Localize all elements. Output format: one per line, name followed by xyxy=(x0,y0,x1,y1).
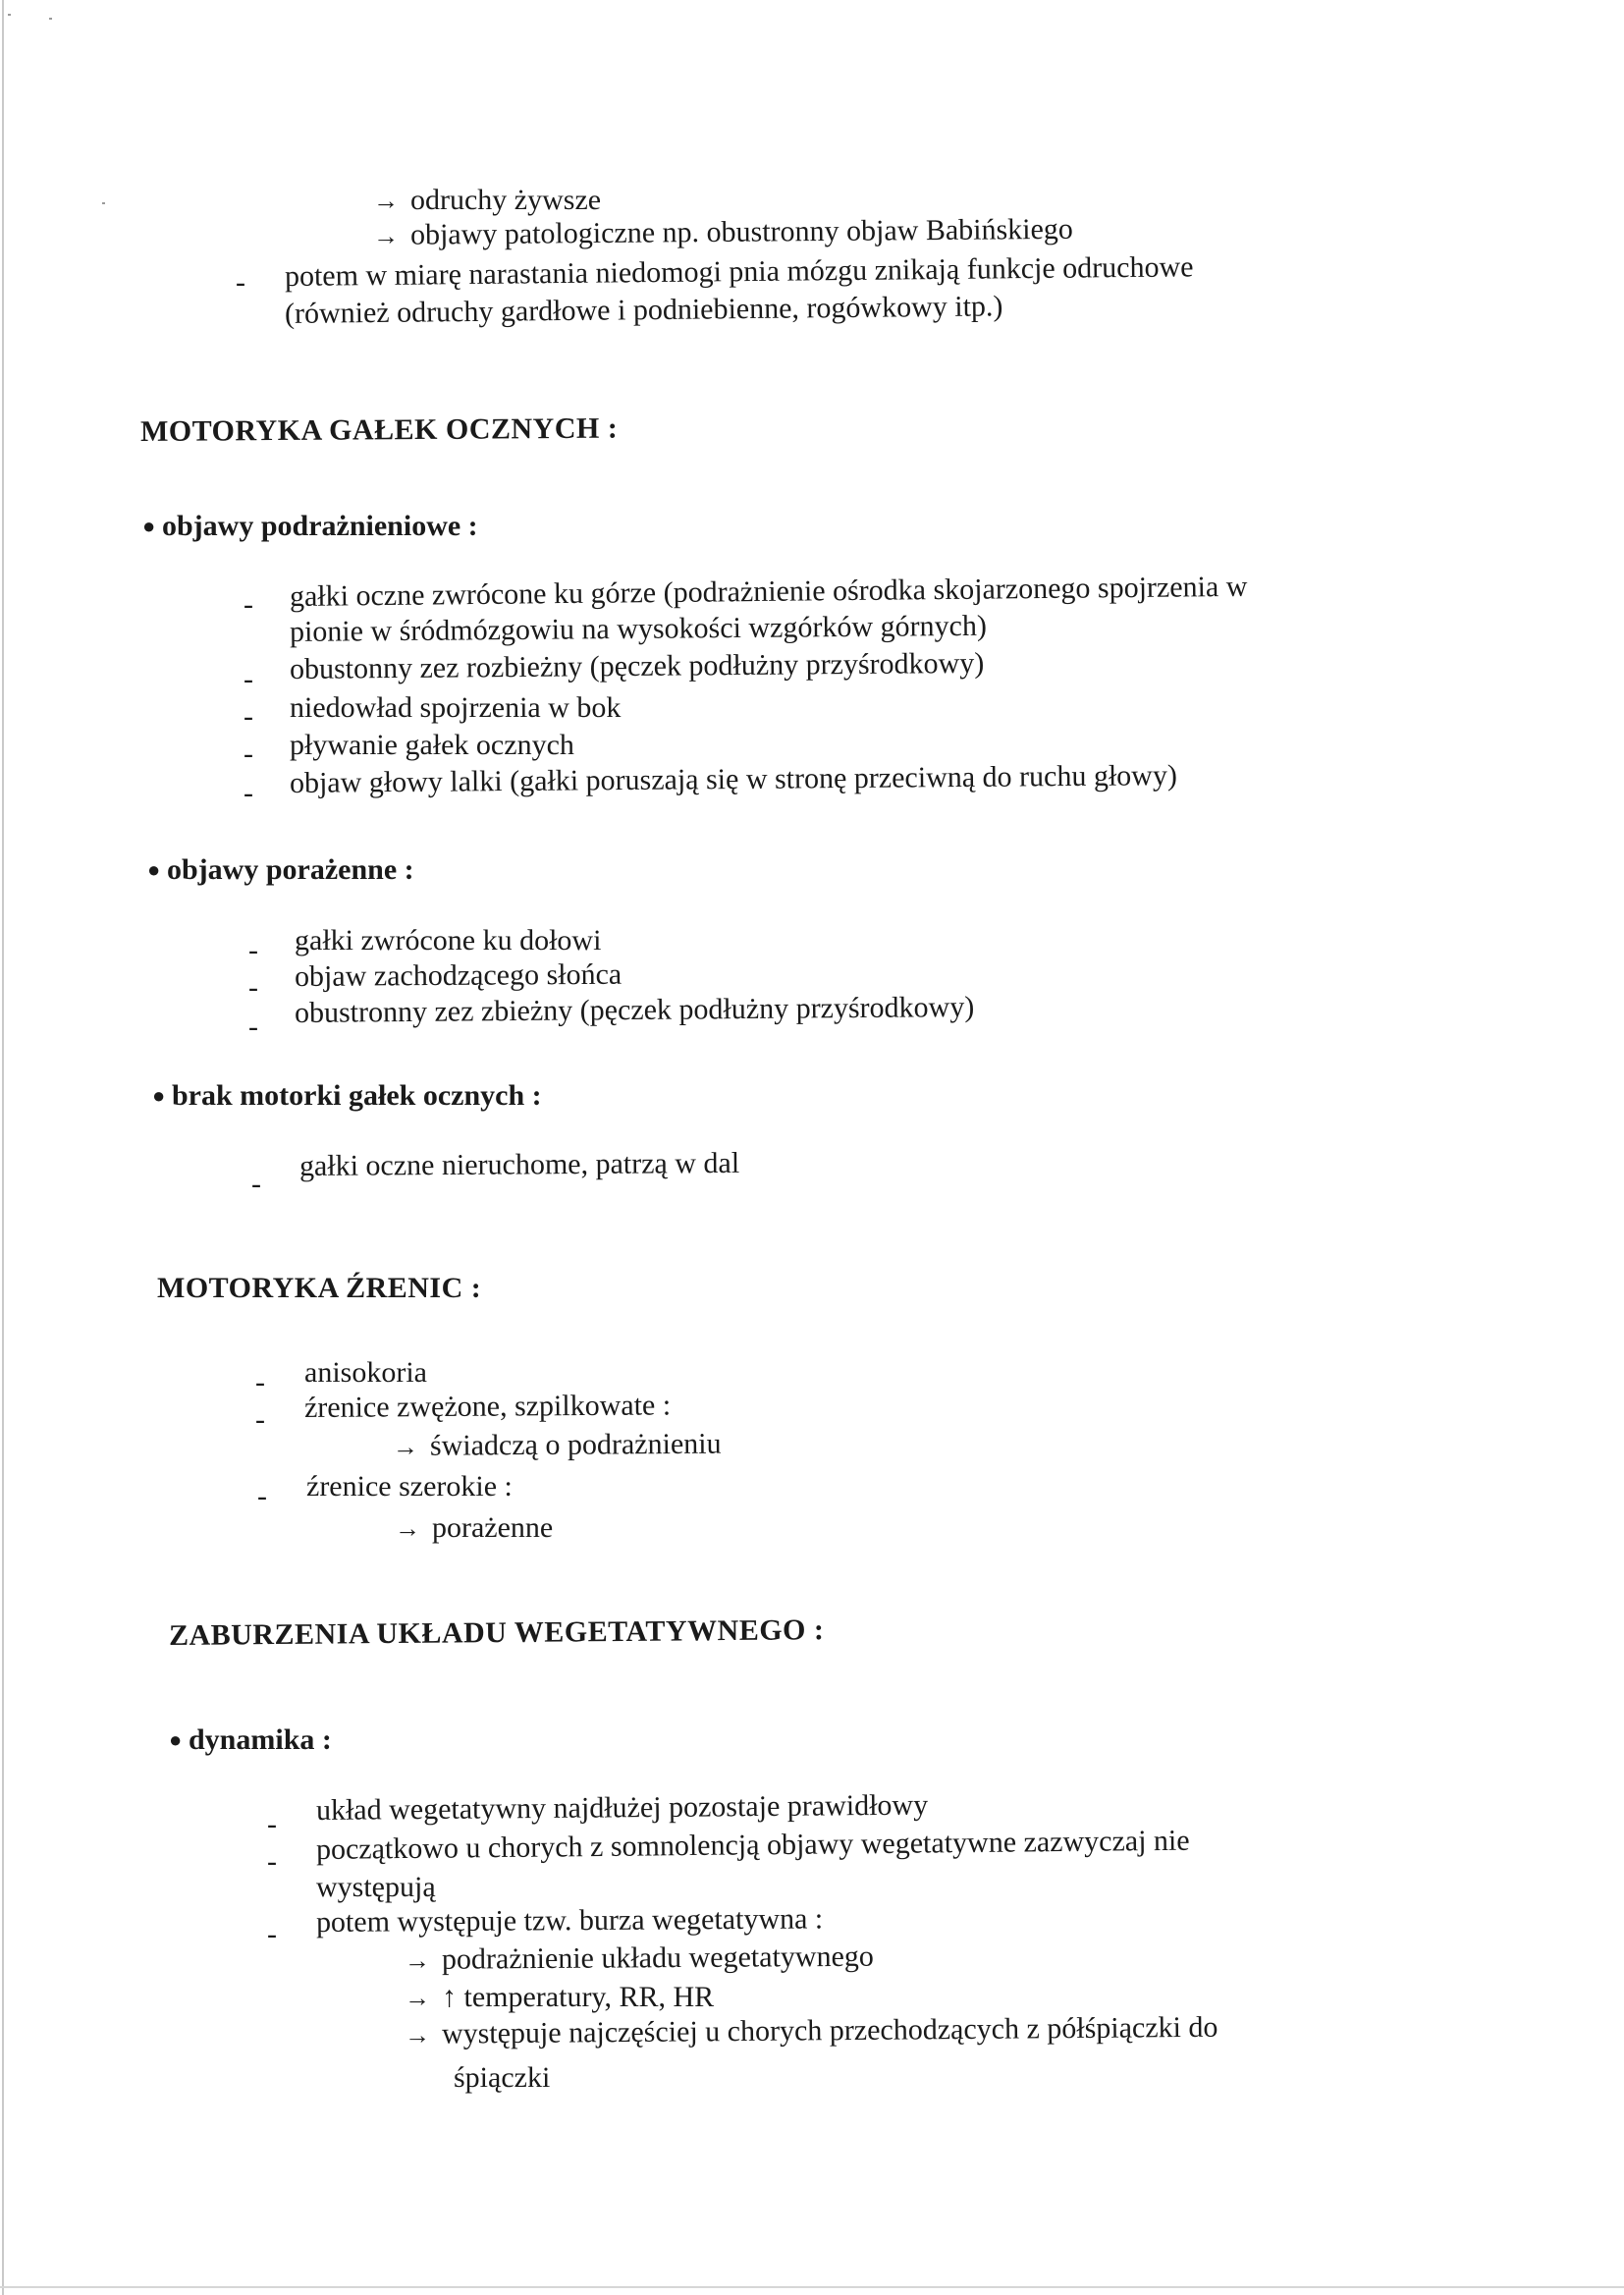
section-heading-eye-motor: MOTORYKA GAŁEK OCZNYCH : xyxy=(139,411,619,448)
arrow-icon: → xyxy=(405,1984,430,2012)
bullet-icon: ● xyxy=(142,514,156,538)
list-item: pływanie gałek ocznych xyxy=(290,729,574,761)
list-item: anisokoria xyxy=(304,1356,427,1389)
dash-marker: - xyxy=(248,1011,258,1043)
subheading-no-motor: ● brak motorki gałek ocznych : xyxy=(152,1079,542,1112)
dash-marker: - xyxy=(236,266,245,299)
arrow-icon: → xyxy=(395,1514,420,1543)
list-item: źrenice zwężone, szpilkowate : xyxy=(303,1389,672,1424)
dash-marker: - xyxy=(255,1403,265,1436)
subheading-irritation: ● objawy podrażnieniowe : xyxy=(142,510,478,542)
bullet-icon: ● xyxy=(169,1727,183,1752)
page-edge-left xyxy=(2,0,4,2295)
list-item: niedowład spojrzenia w bok xyxy=(290,691,622,724)
arrow-icon: → xyxy=(392,1432,419,1461)
section-heading-pupil-motor: MOTORYKA ŹRENIC : xyxy=(157,1272,482,1304)
dash-marker: - xyxy=(267,1918,277,1950)
section-heading-vegetative: ZABURZENIA UKŁADU WEGETATYWNEGO : xyxy=(168,1613,825,1652)
arrow-icon: → xyxy=(373,187,399,215)
intro-arrow-item-2: → objawy patologiczne np. obustronny objaw Babińskiego xyxy=(373,212,1073,254)
arrow-subitem-continuation: śpiączki xyxy=(454,2061,551,2094)
subheading-paralysis: ● objawy porażenne : xyxy=(147,853,414,886)
scan-speck xyxy=(49,18,52,20)
arrow-subitem: → występuje najczęściej u chorych przechodzących z półśpiączki do xyxy=(405,2010,1218,2053)
list-item: początkowo u chorych z somnolencją objawy wegetatywne zazwyczaj nie xyxy=(315,1824,1190,1866)
list-item: gałki oczne zwrócone ku górze (podrażnienie ośrodka skojarzonego spojrzenia w xyxy=(289,570,1248,613)
dash-marker: - xyxy=(244,588,253,621)
list-item-continuation: występują xyxy=(316,1871,436,1903)
arrow-icon: → xyxy=(372,221,400,250)
list-item-continuation: pionie w śródmózgowiu na wysokości wzgórków górnych) xyxy=(289,609,988,648)
dash-marker: - xyxy=(267,1845,277,1878)
arrow-subitem: → porażenne xyxy=(395,1510,553,1547)
scan-speck xyxy=(102,202,105,204)
list-item: objaw głowy lalki (gałki poruszają się w stronę przeciwną do ruchu głowy) xyxy=(289,759,1178,799)
dash-marker: - xyxy=(255,1366,265,1398)
list-item: objaw zachodzącego słońca xyxy=(294,957,623,993)
subheading-dynamics: ● dynamika : xyxy=(169,1723,332,1756)
list-item: potem występuje tzw. burza wegetatywna : xyxy=(315,1902,824,1939)
list-item: obustonny zez rozbieżny (pęczek podłużny przyśrodkowy) xyxy=(289,646,985,685)
dash-marker: - xyxy=(267,1808,277,1840)
arrow-icon: → xyxy=(404,2020,431,2049)
arrow-subitem: → świadczą o podrażnieniu xyxy=(393,1427,722,1465)
dash-marker: - xyxy=(244,700,253,733)
page-edge-bottom xyxy=(0,2286,1624,2288)
arrow-subitem: → ↑ temperatury, RR, HR xyxy=(405,1980,714,2016)
list-item: obustronny zez zbieżny (pęczek podłużny przyśrodkowy) xyxy=(294,990,975,1029)
list-item: układ wegetatywny najdłużej pozostaje prawidłowy xyxy=(315,1788,929,1827)
list-item: gałki oczne nieruchome, patrzą w dal xyxy=(298,1146,740,1182)
scan-speck xyxy=(8,14,11,16)
arrow-icon: → xyxy=(404,1945,431,1975)
list-item: gałki zwrócone ku dołowi xyxy=(295,924,602,956)
dash-marker: - xyxy=(244,777,253,809)
bullet-icon: ● xyxy=(152,1083,166,1108)
intro-arrow-item-1: → odruchy żywsze xyxy=(373,183,601,219)
dash-marker: - xyxy=(248,934,258,966)
dash-marker: - xyxy=(244,738,253,770)
up-arrow-icon: ↑ xyxy=(442,1981,457,2013)
list-item: źrenice szerokie : xyxy=(306,1470,513,1503)
intro-item-line-2: (również odruchy gardłowe i podniebienne, rogówkowy itp.) xyxy=(284,290,1003,330)
dash-marker: - xyxy=(257,1480,267,1512)
intro-item-line-1: potem w miarę narastania niedomogi pnia mózgu znikają funkcje odruchowe xyxy=(284,250,1194,293)
dash-marker: - xyxy=(251,1168,261,1200)
bullet-icon: ● xyxy=(147,857,161,882)
dash-marker: - xyxy=(244,663,253,695)
arrow-subitem: → podrażnienie układu wegetatywnego xyxy=(405,1940,874,1979)
dash-marker: - xyxy=(248,971,258,1004)
